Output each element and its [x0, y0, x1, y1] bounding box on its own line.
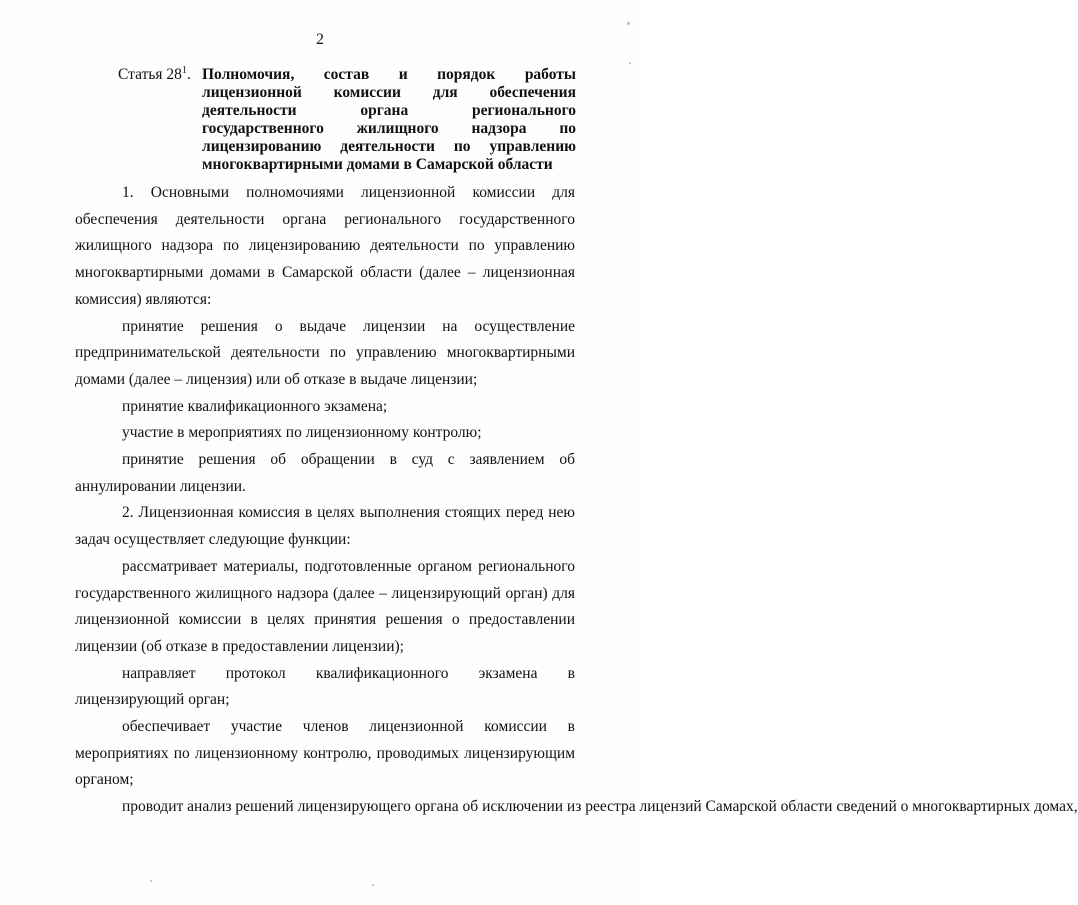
paragraph-functions-item-protocol: направляет протокол квалификационного экзамена в лицензирующий орган; [75, 664, 575, 709]
article-body [75, 180, 1078, 821]
paragraph-2-functions-intro: 2. Лицензионная комиссия в целях выполнения стоящих перед нею задач осуществляет следующие функции: [75, 504, 575, 549]
paragraph-powers-item-exam: принятие квалификационного экзамена; [122, 397, 388, 415]
scan-speck [627, 22, 630, 25]
paragraph-functions-item-review: рассматривает материалы, подготовленные органом регионального государственного жилищного надзора (далее – лицензирующий орган) для лицензионной комиссии в целях принятия решения о предоставлении лицензии (об отказе в предоставлении лицензии); [75, 557, 575, 655]
paragraph-powers-item-license-decision: принятие решения о выдаче лицензии на осуществление предпринимательской деятельности по управлению многоквартирными домами (далее – лицензия) или об отказе в выдаче лицензии; [75, 317, 575, 388]
paragraph-1-powers-intro: 1. Основными полномочиями лицензионной комиссии для обеспечения деятельности органа регионального государственного жилищного надзора по лицензированию деятельности по управлению многоквартирными домами в Самарской области (далее – лицензионная комиссия) являются: [75, 184, 575, 308]
article-label-suffix: . [186, 66, 191, 83]
article-title: Полномочия, состав и порядок работы лицензионной комиссии для обеспечения деятельности органа регионального государственного жилищного надзора по лицензированию деятельности по управлению многоквартирными домами в Самарской области [202, 66, 576, 173]
article-label-superscript: 1 [181, 64, 187, 76]
paragraph-powers-item-court: принятие решения об обращении в суд с заявлением об аннулировании лицензии. [75, 451, 575, 495]
paragraph-functions-item-analysis: проводит анализ решений лицензирующего органа об исключении из реестра лицензий Самарской области сведений о многоквартирных домах, [122, 798, 1078, 816]
scan-speck [150, 880, 152, 882]
scan-speck [629, 62, 631, 64]
page-number: 2 [316, 31, 324, 48]
scan-speck [372, 884, 374, 886]
paragraph-powers-item-control: участие в мероприятиях по лицензионному контролю; [122, 424, 482, 442]
paragraph-functions-item-participation: обеспечивает участие членов лицензионной комиссии в мероприятиях по лицензионному контролю, проводимых лицензирующим органом; [75, 718, 575, 789]
article-label [118, 66, 202, 84]
article-label-text: Статья 28 [118, 66, 182, 83]
